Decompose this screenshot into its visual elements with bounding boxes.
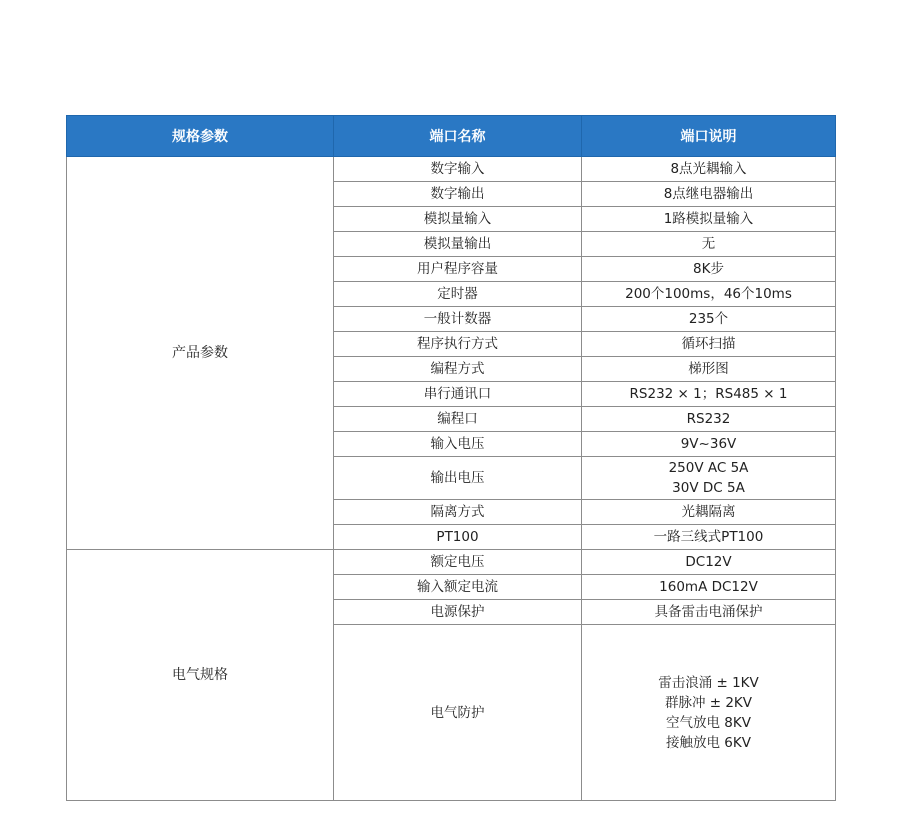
port-name-cell: 一般计数器 — [334, 307, 582, 332]
desc-line: 雷击浪涌 ± 1KV — [658, 674, 759, 691]
port-desc-cell: DC12V — [582, 550, 836, 575]
port-desc-cell: 200个100ms，46个10ms — [582, 282, 836, 307]
port-desc-cell — [582, 625, 836, 801]
port-desc-cell: 1路模拟量输入 — [582, 207, 836, 232]
port-name-cell: 模拟量输出 — [334, 232, 582, 257]
desc-line: 30V DC 5A — [672, 480, 745, 496]
spec-table — [66, 115, 836, 801]
port-desc-cell: 8点继电器输出 — [582, 182, 836, 207]
port-desc-cell: 一路三线式PT100 — [582, 525, 836, 550]
port-desc-cell: 8点光耦输入 — [582, 157, 836, 182]
port-name-cell: 定时器 — [334, 282, 582, 307]
port-desc-cell: 160mA DC12V — [582, 575, 836, 600]
port-name-cell: 输出电压 — [334, 457, 582, 500]
port-name-cell: 串行通讯口 — [334, 382, 582, 407]
port-desc-cell: 具备雷击电涌保护 — [582, 600, 836, 625]
desc-line: 250V AC 5A — [668, 460, 749, 476]
desc-line: 群脉冲 ± 2KV — [664, 694, 753, 711]
table-row — [67, 550, 836, 575]
desc-line: 接触放电 6KV — [666, 734, 751, 751]
port-name-cell: 数字输入 — [334, 157, 582, 182]
port-desc-cell: 235个 — [582, 307, 836, 332]
port-name-cell: 编程方式 — [334, 357, 582, 382]
port-name-cell: PT100 — [334, 525, 582, 550]
port-name-cell: 电气防护 — [334, 625, 582, 801]
port-name-cell: 额定电压 — [334, 550, 582, 575]
port-desc-cell: 光耦隔离 — [582, 500, 836, 525]
header-row — [67, 116, 836, 157]
header-port-desc: 端口说明 — [582, 116, 836, 157]
port-name-cell: 电源保护 — [334, 600, 582, 625]
port-name-cell: 模拟量输入 — [334, 207, 582, 232]
port-name-cell: 程序执行方式 — [334, 332, 582, 357]
port-desc-cell: RS232 × 1；RS485 × 1 — [582, 382, 836, 407]
table-row — [67, 157, 836, 182]
table-header — [67, 116, 836, 157]
port-name-cell: 输入电压 — [334, 432, 582, 457]
header-spec-params: 规格参数 — [67, 116, 334, 157]
port-name-cell: 隔离方式 — [334, 500, 582, 525]
header-port-name: 端口名称 — [334, 116, 582, 157]
group-product-params: 产品参数 — [67, 157, 334, 550]
group-electrical-specs: 电气规格 — [67, 550, 334, 801]
port-desc-cell: 无 — [582, 232, 836, 257]
port-desc-cell: 梯形图 — [582, 357, 836, 382]
table-body — [67, 157, 836, 801]
desc-line: 空气放电 8KV — [666, 714, 751, 731]
port-name-cell: 数字输出 — [334, 182, 582, 207]
port-desc-cell: 循环扫描 — [582, 332, 836, 357]
port-name-cell: 用户程序容量 — [334, 257, 582, 282]
port-desc-cell — [582, 457, 836, 500]
port-name-cell: 编程口 — [334, 407, 582, 432]
port-desc-cell: 8K步 — [582, 257, 836, 282]
port-desc-cell: 9V~36V — [582, 432, 836, 457]
port-desc-cell: RS232 — [582, 407, 836, 432]
port-name-cell: 输入额定电流 — [334, 575, 582, 600]
